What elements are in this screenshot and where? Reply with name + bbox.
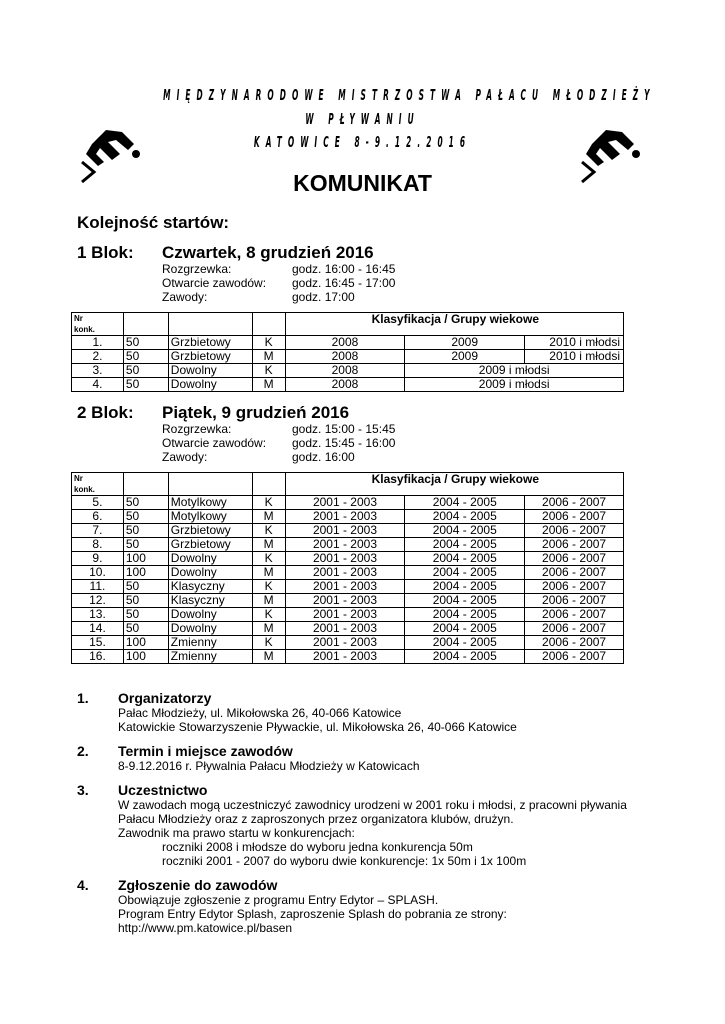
cell-sex: K: [252, 496, 285, 510]
cell-nr: 13.: [72, 608, 124, 622]
table-row: 1. 50 Grzbietowy K 2008 2009 2010 i młodsi: [72, 336, 624, 350]
page-title: KOMUNIKAT: [293, 170, 432, 196]
cell-sex: M: [252, 538, 285, 552]
block1-competition-label: Zawody:: [162, 290, 208, 304]
cell-g1: 2001 - 2003: [285, 496, 405, 510]
cell-style: Klasyczny: [168, 580, 252, 594]
cell-g3: 2006 - 2007: [525, 650, 624, 664]
table-row: [72, 524, 624, 538]
block1-day: Czwartek, 8 grudzień 2016: [162, 243, 374, 262]
section-4-line: Obowiązuje zgłoszenie z programu Entry Edytor – SPLASH.: [118, 893, 439, 907]
block2-label: 2 Blok:: [77, 403, 134, 422]
cell-dist: 50: [123, 622, 168, 636]
cell-dist: 100: [123, 650, 168, 664]
cell-dist: 50: [123, 594, 168, 608]
section-4-number: 4.: [77, 877, 89, 893]
table-row: 2. 50 Grzbietowy M 2008 2009 2010 i młodsi: [72, 350, 624, 364]
table-row: [72, 552, 624, 566]
table-row: [72, 650, 624, 664]
table-row: [72, 594, 624, 608]
cell-g3: 2006 - 2007: [525, 510, 624, 524]
start-order-label: Kolejność startów:: [77, 213, 230, 232]
table-row: 3. 50 Dowolny K 2008 2009 i młodsi: [72, 364, 624, 378]
cell-g3: 2006 - 2007: [525, 524, 624, 538]
cell-dist: 100: [123, 552, 168, 566]
section-4-link[interactable]: http://www.pm.katowice.pl/basen: [118, 921, 293, 935]
cell-style: Dowolny: [168, 608, 252, 622]
block2-warmup-time: godz. 15:00 - 15:45: [292, 422, 396, 436]
section-1-title: Organizatorzy: [118, 690, 212, 706]
cell-g3: 2006 - 2007: [525, 608, 624, 622]
cell-dist: 50: [123, 608, 168, 622]
block1-table: [71, 312, 624, 392]
cell-g1: 2001 - 2003: [285, 538, 405, 552]
cell-g3: 2006 - 2007: [525, 594, 624, 608]
cell-g1: 2001 - 2003: [285, 552, 405, 566]
cell-g2: 2004 - 2005: [405, 538, 525, 552]
cell-g2: 2004 - 2005: [405, 622, 525, 636]
cell-nr: 8.: [72, 538, 124, 552]
cell-g2: 2004 - 2005: [405, 608, 525, 622]
cell-dist: 100: [123, 636, 168, 650]
cell-nr: 7.: [72, 524, 124, 538]
block1-opening-label: Otwarcie zawodów:: [162, 276, 267, 290]
cell-style: Klasyczny: [168, 594, 252, 608]
cell-g3: 2006 - 2007: [525, 552, 624, 566]
section-3-title: Uczestnictwo: [118, 782, 208, 798]
block2-table: [71, 472, 624, 664]
table-row: [72, 566, 624, 580]
cell-g1: 2001 - 2003: [285, 608, 405, 622]
cell-g2: 2004 - 2005: [405, 524, 525, 538]
cell-dist: 50: [123, 496, 168, 510]
cell-nr: 6.: [72, 510, 124, 524]
cell-style: Dowolny: [168, 566, 252, 580]
cell-g1: 2001 - 2003: [285, 622, 405, 636]
cell-dist: 50: [123, 538, 168, 552]
cell-g2: 2004 - 2005: [405, 510, 525, 524]
cell-nr: 15.: [72, 636, 124, 650]
cell-sex: K: [252, 552, 285, 566]
section-1-number: 1.: [77, 690, 89, 706]
cell-g3: 2006 - 2007: [525, 622, 624, 636]
cell-nr: 10.: [72, 566, 124, 580]
section-2-line: 8-9.12.2016 r. Pływalnia Pałacu Młodzieży w Katowicach: [118, 759, 420, 773]
block1-warmup-time: godz. 16:00 - 16:45: [292, 262, 396, 276]
cell-nr: 16.: [72, 650, 124, 664]
cell-sex: M: [252, 566, 285, 580]
header-title-line3: KATOWICE 8-9.12.2016: [253, 133, 472, 151]
table-row: [72, 622, 624, 636]
cell-sex: M: [252, 622, 285, 636]
header-title-line1: MIĘDZYNARODOWE MISTRZOSTWA PAŁACU MŁODZIEŻY: [163, 86, 656, 104]
block1-opening-time: godz. 16:45 - 17:00: [292, 276, 396, 290]
table-row: [72, 510, 624, 524]
block2-competition-time: godz. 16:00: [292, 450, 355, 464]
section-2-number: 2.: [77, 743, 89, 759]
block1-label: 1 Blok:: [77, 243, 134, 262]
table-row: 4. 50 Dowolny M 2008 2009 i młodsi: [72, 378, 624, 392]
block2-opening-time: godz. 15:45 - 16:00: [292, 436, 396, 450]
table-row: [72, 580, 624, 594]
section-2-title: Termin i miejsce zawodów: [118, 743, 293, 759]
cell-g3: 2006 - 2007: [525, 580, 624, 594]
cell-g2: 2004 - 2005: [405, 566, 525, 580]
cell-g1: 2001 - 2003: [285, 650, 405, 664]
cell-g1: 2001 - 2003: [285, 524, 405, 538]
cell-sex: K: [252, 608, 285, 622]
cell-style: Motylkowy: [168, 510, 252, 524]
block1-warmup-label: Rozgrzewka:: [162, 262, 232, 276]
cell-dist: 50: [123, 580, 168, 594]
cell-dist: 100: [123, 566, 168, 580]
cell-dist: 50: [123, 510, 168, 524]
cell-style: Zmienny: [168, 636, 252, 650]
classification-header: Klasyfikacja / Grupy wiekowe: [285, 313, 623, 336]
cell-g3: 2006 - 2007: [525, 566, 624, 580]
cell-g3: 2006 - 2007: [525, 496, 624, 510]
block1-competition-time: godz. 17:00: [292, 290, 355, 304]
cell-nr: 11.: [72, 580, 124, 594]
section-1-line: Katowickie Stowarzyszenie Pływackie, ul. Mikołowska 26, 40-066 Katowice: [118, 720, 517, 734]
cell-nr: 9.: [72, 552, 124, 566]
block2-opening-label: Otwarcie zawodów:: [162, 436, 267, 450]
section-4-line: Program Entry Edytor Splash, zaproszenie Splash do pobrania ze strony:: [118, 907, 507, 921]
table-row: [72, 608, 624, 622]
cell-style: Dowolny: [168, 552, 252, 566]
section-3-line: roczniki 2001 - 2007 do wyboru dwie konkurencje: 1x 50m i 1x 100m: [162, 854, 527, 868]
cell-sex: M: [252, 650, 285, 664]
cell-style: Grzbietowy: [168, 524, 252, 538]
cell-sex: K: [252, 524, 285, 538]
cell-g1: 2001 - 2003: [285, 594, 405, 608]
nr-konk-header: Nr konk.: [72, 313, 124, 336]
cell-g1: 2001 - 2003: [285, 510, 405, 524]
cell-nr: 12.: [72, 594, 124, 608]
cell-style: Motylkowy: [168, 496, 252, 510]
cell-g2: 2004 - 2005: [405, 650, 525, 664]
section-3-number: 3.: [77, 782, 89, 798]
cell-g1: 2001 - 2003: [285, 580, 405, 594]
cell-nr: 5.: [72, 496, 124, 510]
table-header-row: [72, 313, 624, 336]
table-row: [72, 636, 624, 650]
cell-sex: M: [252, 594, 285, 608]
section-4-title: Zgłoszenie do zawodów: [118, 877, 278, 893]
section-3-line: Pałacu Młodzieży oraz z zaproszonych przez organizatora klubów, drużyn.: [118, 812, 514, 826]
cell-dist: 50: [123, 524, 168, 538]
section-3-line: W zawodach mogą uczestniczyć zawodnicy urodzeni w 2001 roku i młodsi, z pracowni pływania: [118, 798, 627, 812]
nr-konk-header: Nr konk.: [72, 473, 124, 496]
table-row: [72, 496, 624, 510]
cell-style: Dowolny: [168, 622, 252, 636]
cell-sex: M: [252, 510, 285, 524]
header-title-line2: W PŁYWANIU: [305, 110, 420, 128]
cell-g2: 2004 - 2005: [405, 594, 525, 608]
cell-g3: 2006 - 2007: [525, 636, 624, 650]
classification-header: Klasyfikacja / Grupy wiekowe: [285, 473, 623, 496]
block2-warmup-label: Rozgrzewka:: [162, 422, 232, 436]
cell-style: Grzbietowy: [168, 538, 252, 552]
block2-competition-label: Zawody:: [162, 450, 208, 464]
block2-day: Piątek, 9 grudzień 2016: [162, 403, 350, 422]
cell-sex: K: [252, 580, 285, 594]
section-1-line: Pałac Młodzieży, ul. Mikołowska 26, 40-066 Katowice: [118, 706, 402, 720]
cell-nr: 14.: [72, 622, 124, 636]
section-3-line: roczniki 2008 i młodsze do wyboru jedna konkurencja 50m: [162, 840, 473, 854]
cell-g2: 2004 - 2005: [405, 552, 525, 566]
cell-g3: 2006 - 2007: [525, 538, 624, 552]
section-3-line: Zawodnik ma prawo startu w konkurencjach:: [118, 826, 355, 840]
cell-sex: K: [252, 636, 285, 650]
cell-g2: 2004 - 2005: [405, 496, 525, 510]
cell-g2: 2004 - 2005: [405, 636, 525, 650]
table-row: [72, 538, 624, 552]
cell-g1: 2001 - 2003: [285, 636, 405, 650]
cell-g2: 2004 - 2005: [405, 580, 525, 594]
cell-style: Zmienny: [168, 650, 252, 664]
table-header-row: [72, 473, 624, 496]
cell-g1: 2001 - 2003: [285, 566, 405, 580]
